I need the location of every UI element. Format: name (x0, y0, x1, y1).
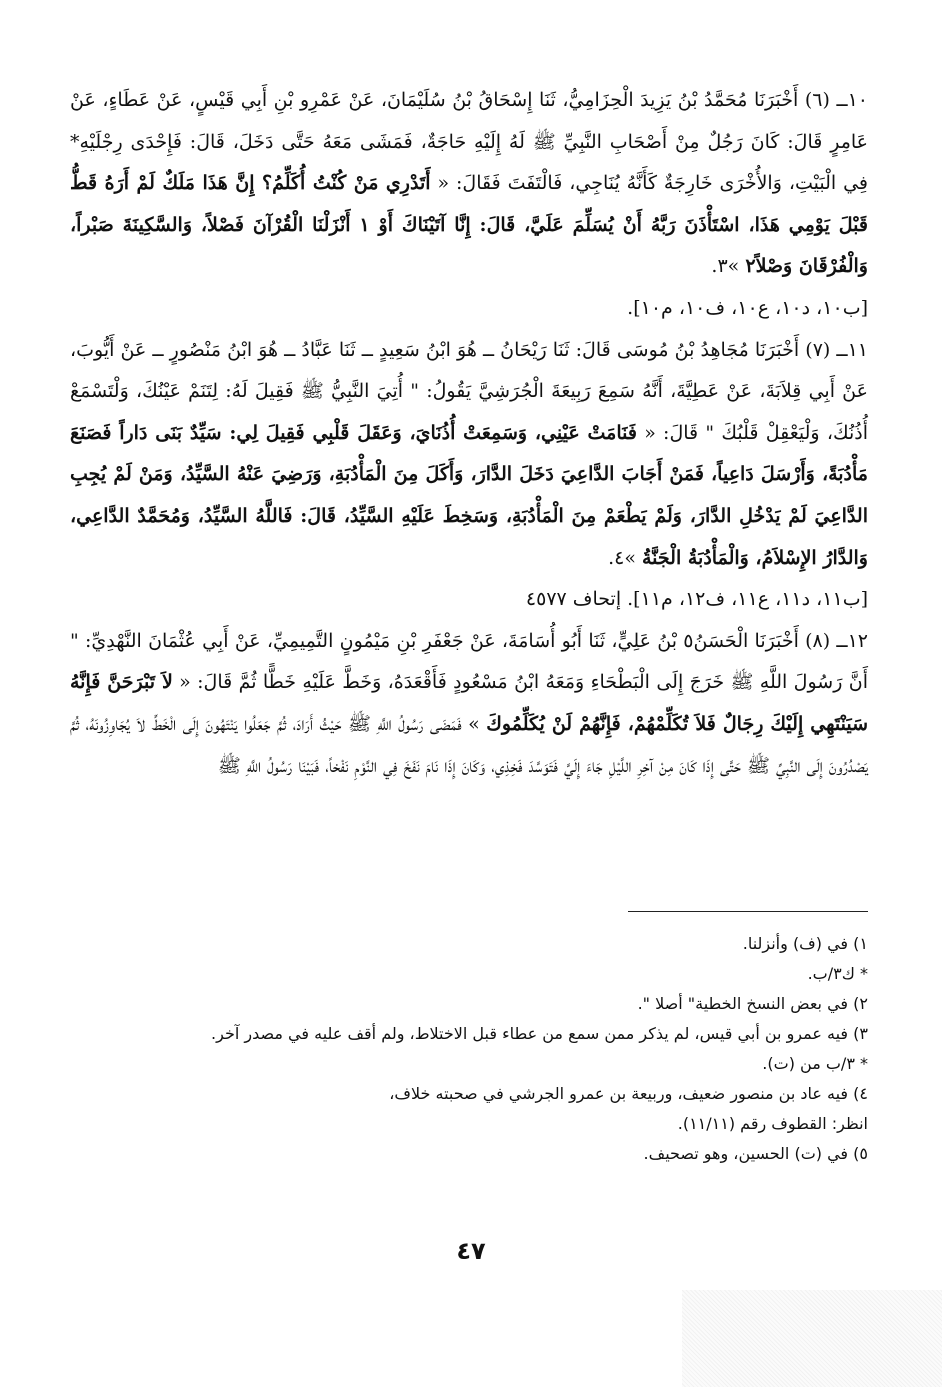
hadith-11-closing: »٤. (608, 546, 636, 569)
hadith-10-refs: [ب١٠، د١٠، ع١٠، ف١٠، م١٠]. (627, 296, 868, 319)
footnote-separator (628, 911, 868, 912)
footnote: * ك٣/ب. (807, 964, 868, 983)
footnote: ٥) في (ت) الحسين، وهو تصحيف. (643, 1144, 868, 1163)
footnotes (110, 929, 868, 1169)
hadith-11 (70, 330, 868, 580)
hadith-12-closing: » فَمَضَى رَسُولُ اللَّهِ ﷺ حَيْثُ أَرَادَ، ثُمَّ جَعَلُوا يَنْتَهُونَ إِلَى الْخَطِّ لاَ يُجَاوِزُونَهُ، ثُمَّ يَصْدُرُونَ إِلَى النَّبِيِّ ﷺ حَتَّى إِذَا كَانَ مِنْ آخِرِ اللَّيْلِ جَاءَ إِلَيَّ فَتَوَسَّدَ فَخِذِي، وَكَانَ إِذَا نَامَ نَفَخَ فِي النَّوْمِ نَفْخاً، فَبَيْنَا رَسُولُ اللَّهِ ﷺ (70, 712, 868, 777)
footnote: * ٣/ب من (ت). (762, 1054, 868, 1073)
hadith-10 (70, 80, 868, 288)
footnote: ١) في (ف) وأنزلنا. (742, 934, 868, 953)
footnote: ٢) في بعض النسخ الخطية" أصلا ". (637, 994, 868, 1013)
hadith-11-quote: فَنَامَتْ عَيْنِي، وَسَمِعَتْ أُذُنَايَ، وَعَقَلَ قَلْبِي فَقِيلَ لِي: سَيِّدٌ بَنَى دَاراً فَصَنَعَ مَأْدُبَةً، وَأَرْسَلَ دَاعِياً، فَمَنْ أَجَابَ الدَّاعِيَ دَخَلَ الدَّارَ، وَأَكَلَ مِنَ الْمَأْدُبَةِ، وَرَضِيَ عَنْهُ السَّيِّدُ، وَمَنْ لَمْ يُجِبِ الدَّاعِيَ لَمْ يَدْخُلِ الدَّارَ، وَلَمْ يَطْعَمْ مِنَ الْمَأْدُبَةِ، وَسَخِطَ عَلَيْهِ السَّيِّدُ، قَالَ: فَاللَّهُ السَّيِّدُ، وَمُحَمَّدٌ الدَّاعِي، وَالدَّارُ الإِسْلاَمُ، وَالْمَأْدُبَةُ الْجَنَّةُ (70, 421, 868, 569)
page-number: ٤٧ (456, 1237, 486, 1265)
hadith-11-refs: [ب١١، د١١، ع١١، ف١٢، م١١]. إتحاف ٤٥٧٧ (525, 588, 868, 611)
scan-texture (682, 1290, 942, 1387)
footnote: ٣) فيه عمرو بن أبي قيس، لم يذكر ممن سمع من عطاء قبل الاختلاط، ولم أقف عليه في مصدر آخر. (211, 1024, 868, 1043)
hadith-12 (70, 621, 868, 787)
hadith-10-closing: »٣. (711, 255, 740, 278)
main-text (70, 80, 868, 787)
hadith-11-intro: ١١ــ (٧) أَخْبَرَنَا مُجَاهِدُ بْنُ مُوسَى قَالَ: ثَنَا رَيْحَانُ ــ هُوَ ابْنُ سَعِيدٍ ــ ثَنَا عَبَّادُ ــ هُوَ ابْنُ مَنْصُورٍ ــ عَنْ أَيُّوبَ، عَنْ أَبِي قِلاَبَةَ، عَنْ عَطِيَّةَ، أَنَّهُ سَمِعَ رَبِيعَةَ الْجُرَشِيَّ يَقُولُ: " أُتِيَ النَّبِيُّ ﷺ فَقِيلَ لَهُ: لِتَنَمْ عَيْنُكَ، وَلْتَسْمَعْ أُذُنُكَ، وَلْيَعْقِلْ قَلْبُكَ " قَالَ: « (70, 338, 868, 444)
hadith-12-quote: لاَ تَبْرَحَنَّ فَإِنَّهُ سَيَنْتَهِي إِلَيْكَ رِجَالٌ فَلاَ تُكَلِّمْهُمْ، فَإِنَّهُمْ لَنْ يُكَلِّمُوكَ (70, 671, 869, 735)
hadith-10-intro: ١٠ــ (٦) أَخْبَرَنَا مُحَمَّدُ بْنُ يَزِيدَ الْحِزَامِيُّ، ثَنَا إِسْحَاقُ بْنُ سُلَيْمَانَ، عَنْ عَمْرِو بْنِ أَبِي قَيْسٍ، عَنْ عَطَاءٍ، عَنْ عَامِرٍ قَالَ: كَانَ رَجُلٌ مِنْ أَصْحَابِ النَّبِيِّ ﷺ لَهُ إِلَيْهِ حَاجَةٌ، فَمَشَى مَعَهُ حَتَّى دَخَلَ، قَالَ: فَإِحْدَى رِجْلَيْهِ* فِي الْبَيْتِ، وَالأُخْرَى خَارِجَةٌ كَأَنَّهُ يُنَاجِي، فَالْتَفَتَ فَقَالَ: « (70, 89, 868, 195)
hadith-12-intro: ١٢ــ (٨) أَخْبَرَنَا الْحَسَنُ٥ بْنُ عَلِيٍّ، ثَنَا أَبُو أُسَامَةَ، عَنْ جَعْفَرِ بْنِ مَيْمُونٍ التَّمِيمِيِّ، عَنْ أَبِي عُثْمَانَ النَّهْدِيِّ: " أَنَّ رَسُولَ اللَّهِ ﷺ خَرَجَ إِلَى الْبَطْحَاءِ وَمَعَهُ ابْنُ مَسْعُودٍ فَأَقْعَدَهُ، وَخَطَّ عَلَيْهِ خَطًّا ثُمَّ قَالَ: « (70, 629, 868, 694)
footnote: ٤) فيه عاد بن منصور ضعيف، وربيعة بن عمرو الجرشي في صحبته خلاف، (389, 1084, 868, 1103)
footnote: انظر: القطوف رقم (١١/١١). (677, 1114, 868, 1133)
hadith-10-quote: أَتَدْرِي مَنْ كُنْتُ أُكَلِّمُ؟ إِنَّ هَذَا مَلَكٌ لَمْ أَرَهُ قَطُّ قَبْلَ يَوْمِي هَذَا، اسْتَأْذَنَ رَبَّهُ أَنْ يُسَلِّمَ عَلَيَّ، قَالَ: إِنَّا آتَيْنَاكَ أَوْ ١ أَنْزَلْنَا الْقُرْآنَ فَصْلاً، وَالسَّكِينَةَ صَبْراً، وَالْفُرْقَانَ وَصْلاً٢ (70, 172, 868, 278)
